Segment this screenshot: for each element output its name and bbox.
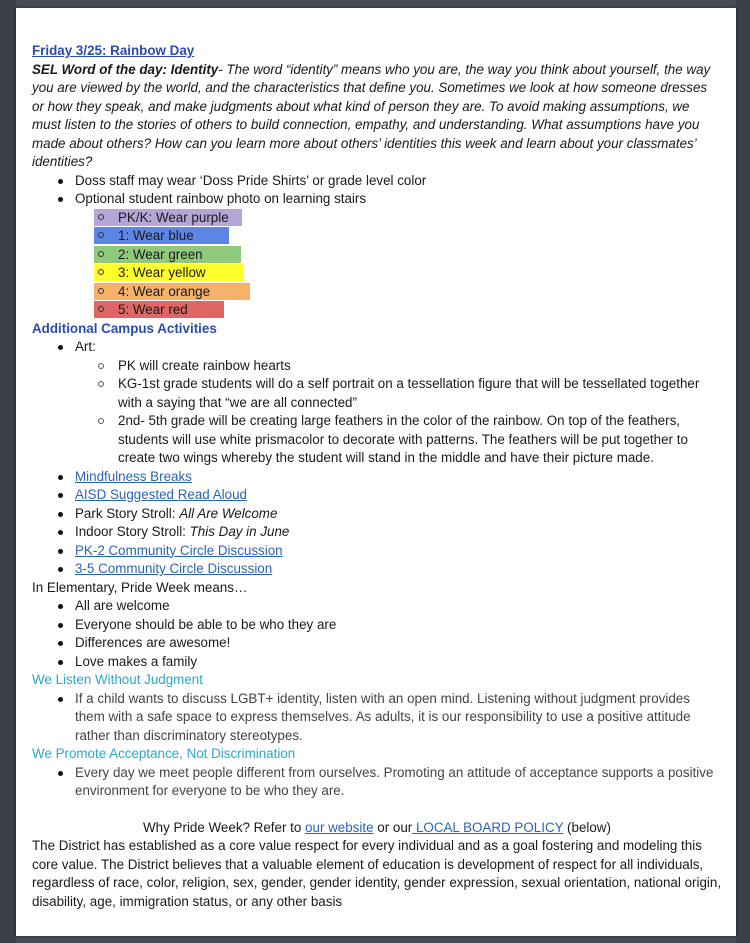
page-title: Friday 3/25: Rainbow Day <box>32 43 195 58</box>
acceptance-heading: We Promote Acceptance, Not Discrimination <box>32 746 296 761</box>
listen-list <box>32 690 722 746</box>
bullet-icon <box>58 197 63 202</box>
bullet-icon <box>58 549 63 554</box>
color-highlight: 5: Wear red <box>94 301 224 318</box>
sel-word-label: SEL Word of the day: Identity <box>32 61 219 77</box>
grade-color-item <box>32 227 722 246</box>
grade-color-item <box>32 246 722 265</box>
pk2-circle-link[interactable]: PK-2 Community Circle Discussion <box>75 542 283 558</box>
dress-list <box>32 172 722 209</box>
read-aloud-link[interactable]: AISD Suggested Read Aloud <box>75 487 247 502</box>
bullet-icon <box>58 604 63 609</box>
board-policy-link[interactable]: LOCAL BOARD POLICY <box>412 819 564 835</box>
bullet-icon <box>58 179 63 184</box>
district-policy-paragraph: The District has established as a core value respect for every individual and as a goal fostering and modeling this core value. The District believes that a valuable element of education is development of respect for all individuals, regardless of race, color, religion, sex, gender, gender identity, gender expression, sexual orientation, national origin, disability, age, immigration status, or any other basis <box>32 838 722 909</box>
campus-list <box>32 338 722 579</box>
list-item: All are welcome <box>32 597 722 616</box>
grade-color-item <box>32 301 722 320</box>
bullet-icon <box>58 697 63 702</box>
document-page <box>16 8 736 936</box>
list-item <box>32 486 722 505</box>
website-link[interactable]: our website <box>305 819 374 835</box>
circle-bullet-icon <box>98 363 104 369</box>
color-highlight: PK/K: Wear purple <box>94 209 242 226</box>
bullet-icon <box>58 475 63 480</box>
book-title: This Day in June <box>189 524 290 539</box>
campus-activities-heading: Additional Campus Activities <box>32 320 217 336</box>
elementary-list <box>32 597 722 671</box>
list-item: Doss staff may wear ‘Doss Pride Shirts’ or grade level color <box>32 172 722 191</box>
list-item: If a child wants to discuss LGBT+ identity, listen with an open mind. Listening without judgment provides them with a safe space to express themselves. As adults, it is our responsibility to use a positive attitude rather than discriminatory stereotypes. <box>32 690 722 746</box>
circle-bullet-icon <box>98 232 104 238</box>
color-highlight: 3: Wear yellow <box>94 264 244 281</box>
sel-intro-text: - The word “identity” means who you are, the way you think about yourself, the way you are viewed by the world, and the characteristics that define you. Sometimes we look at how someone dresses or how they speak, and make judgments about what kind of person they are. To avoid making assumptions, we must listen to the stories of others to build connection, empathy, and understanding. What assumptions have you made about others? How can you learn more about others’ identities this week and learn about your classmates’ identities? <box>32 61 711 169</box>
viewer-background-right <box>736 0 750 943</box>
color-highlight: 1: Wear blue <box>94 227 229 244</box>
viewer-background-left <box>0 0 16 943</box>
bullet-icon <box>58 567 63 572</box>
bullet-icon <box>58 641 63 646</box>
color-highlight: 2: Wear green <box>94 246 241 263</box>
list-item: Love makes a family <box>32 653 722 672</box>
list-item: Park Story Stroll: All Are Welcome <box>32 505 722 524</box>
grade-color-list <box>32 209 722 320</box>
list-item: Differences are awesome! <box>32 634 722 653</box>
bullet-icon <box>58 345 63 350</box>
list-item: 2nd- 5th grade will be creating large feathers in the color of the rainbow. On top of the feathers, students will use white prismacolor to decorate with patterns. The feathers will be put together to create two wings whereby the student will stand in the middle and have their picture made. <box>32 412 722 468</box>
bullet-icon <box>58 530 63 535</box>
why-pride-week: Why Pride Week? Refer to our website or our LOCAL BOARD POLICY (below) <box>143 819 611 835</box>
list-item <box>32 560 722 579</box>
grade-color-item <box>32 283 722 302</box>
list-item: PK will create rainbow hearts <box>32 357 722 376</box>
list-item: KG-1st grade students will do a self portrait on a tessellation figure that will be tessellated together with a saying that “we are all connected” <box>32 375 722 412</box>
book-title: All Are Welcome <box>179 505 278 521</box>
list-item <box>32 542 722 561</box>
circle-bullet-icon <box>98 418 104 424</box>
circle-bullet-icon <box>98 251 104 257</box>
color-highlight: 4: Wear orange <box>94 283 250 300</box>
grade-color-item <box>32 264 722 283</box>
bullet-icon <box>58 493 63 498</box>
circle-bullet-icon <box>98 269 104 275</box>
circle-bullet-icon <box>98 306 104 312</box>
bullet-icon <box>58 660 63 665</box>
acceptance-list <box>32 764 722 801</box>
sel-intro-paragraph <box>32 61 722 172</box>
mindfulness-breaks-link[interactable]: Mindfulness Breaks <box>75 468 192 484</box>
circle-bullet-icon <box>98 381 104 387</box>
bullet-icon <box>58 623 63 628</box>
bullet-icon <box>58 771 63 776</box>
list-item: Optional student rainbow photo on learning stairs <box>32 190 722 209</box>
elementary-intro: In Elementary, Pride Week means… <box>32 579 248 595</box>
circle-bullet-icon <box>98 288 104 294</box>
3-5-circle-link[interactable]: 3-5 Community Circle Discussion <box>75 561 273 576</box>
list-item: Every day we meet people different from ourselves. Promoting an attitude of acceptance supports a positive environment for everyone to be who they are. <box>32 764 722 801</box>
list-item: Art: <box>32 338 722 357</box>
list-item: Indoor Story Stroll: This Day in June <box>32 523 722 542</box>
grade-color-item <box>32 209 722 228</box>
circle-bullet-icon <box>98 214 104 220</box>
list-item: Everyone should be able to be who they are <box>32 616 722 635</box>
bullet-icon <box>58 512 63 517</box>
list-item <box>32 468 722 487</box>
listen-heading: We Listen Without Judgment <box>32 672 203 687</box>
